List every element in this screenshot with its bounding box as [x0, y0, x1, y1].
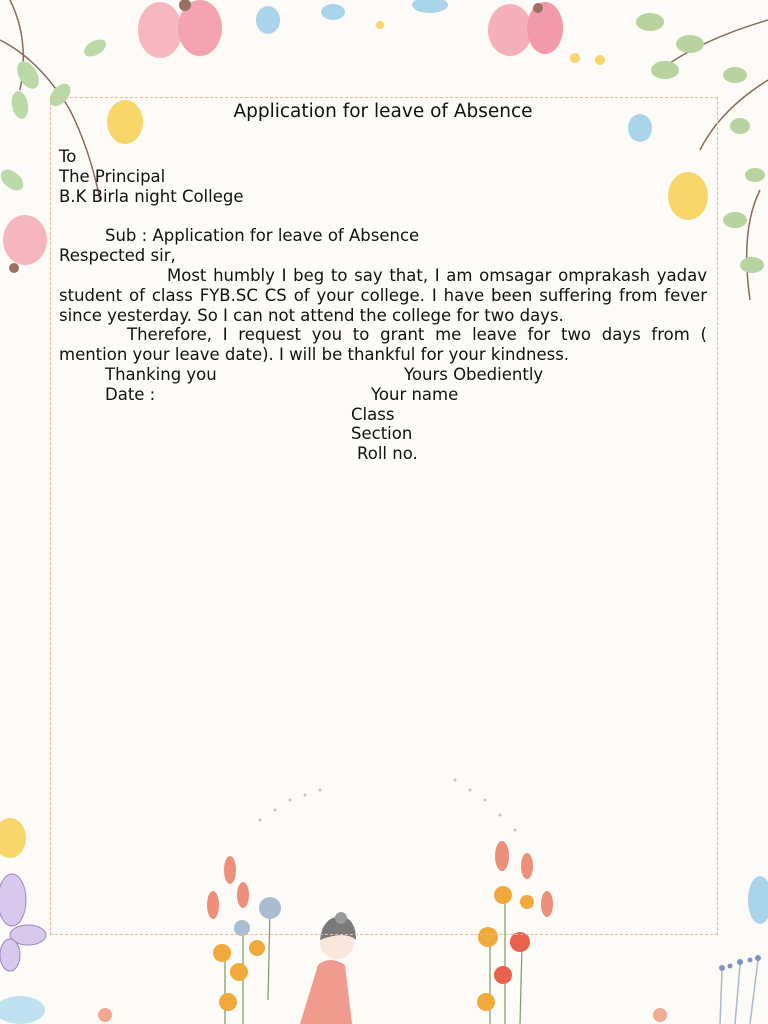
- paragraph-one: Most humbly I beg to say that, I am omsagar omprakash yadav student of class FYB.SC CS of your college. I have been suffering from fever since yesterday. So I can not attend the college for two days.: [59, 265, 707, 325]
- sign-roll: Roll no.: [357, 444, 418, 464]
- paragraph-two: Therefore, I request you to grant me leave for two days from ( mention your leave date). I will be thankful for your kindness.: [59, 325, 707, 365]
- institution-line: B.K Birla night College: [59, 186, 244, 206]
- subject-line: Sub : Application for leave of Absence: [105, 226, 420, 246]
- salutation: Respected sir,: [59, 246, 176, 266]
- recipient-line: The Principal: [59, 166, 166, 186]
- sign-name: Your name: [371, 384, 459, 404]
- to-line: To: [59, 147, 77, 166]
- thanks-line: Thanking you: [105, 364, 217, 384]
- date-label: Date :: [105, 384, 156, 404]
- closing-line: Yours Obediently: [404, 364, 544, 384]
- letter-body: [59, 101, 707, 464]
- letter-title: Application for leave of Absence: [233, 101, 533, 122]
- sign-section: Section: [351, 424, 413, 444]
- sign-class: Class: [351, 404, 395, 424]
